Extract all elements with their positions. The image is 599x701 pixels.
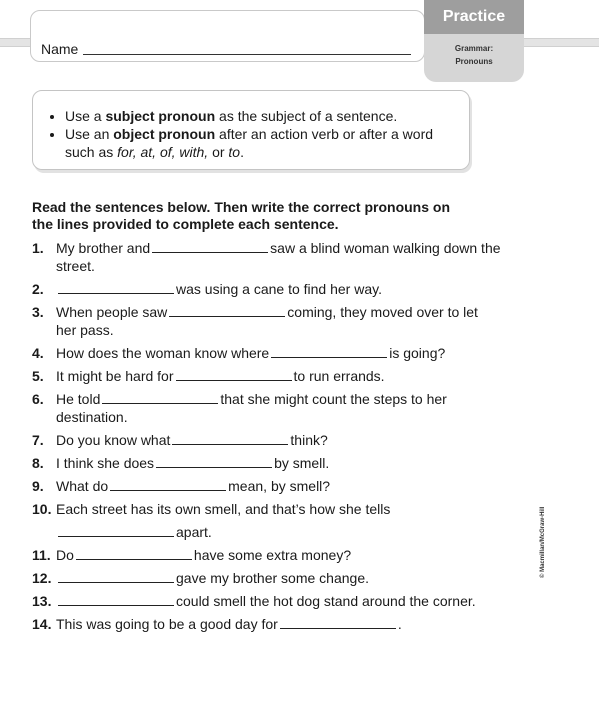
item-text: was using a cane to find her way. <box>176 281 382 297</box>
item-text: . <box>397 616 402 632</box>
grammar-label: Grammar: <box>454 44 494 53</box>
name-box <box>30 10 425 62</box>
item-number: 2. <box>32 281 44 297</box>
exercise-item <box>32 239 532 275</box>
topic-label: Pronouns <box>455 57 493 66</box>
item-number: 8. <box>32 455 44 471</box>
answer-blank[interactable] <box>176 368 292 381</box>
exercise-item <box>32 280 532 298</box>
item-number: 1. <box>32 240 44 256</box>
answer-blank[interactable] <box>280 616 396 629</box>
answer-blank[interactable] <box>58 570 174 583</box>
item-continuation: street. <box>56 258 95 274</box>
exercise-item <box>32 500 532 541</box>
item-number: 10. <box>32 501 52 517</box>
exercise-item <box>32 592 532 610</box>
exercise-item <box>32 546 532 564</box>
rule-item: • Use a subject pronoun as the subject of a sentence. <box>65 107 449 125</box>
item-text: gave my brother some change. <box>176 570 369 586</box>
item-text: Do you know what <box>56 432 171 448</box>
item-number: 9. <box>32 478 44 494</box>
item-text: It might be hard for <box>56 368 174 384</box>
item-text: coming, they moved over to let <box>287 304 478 320</box>
practice-tab <box>424 0 524 82</box>
item-text: could smell the hot dog stand around the corner. <box>176 593 476 609</box>
answer-blank[interactable] <box>110 478 226 491</box>
item-text: saw a blind woman walking down the <box>270 240 501 256</box>
item-text: How does the woman know where <box>56 345 270 361</box>
exercise-item <box>32 431 532 449</box>
exercise-item <box>32 615 532 633</box>
item-text: apart. <box>176 524 212 540</box>
rule-item: • Use an object pronoun after an action verb or after a word such as for, at, of, with, or to. <box>65 125 449 161</box>
rule-list <box>53 107 449 161</box>
item-number: 7. <box>32 432 44 448</box>
exercise-list <box>32 239 532 638</box>
item-number: 12. <box>32 570 52 586</box>
item-text: This was going to be a good day for <box>56 616 278 632</box>
answer-blank[interactable] <box>58 593 174 606</box>
item-text: When people saw <box>56 304 168 320</box>
item-number: 6. <box>32 391 44 407</box>
answer-blank[interactable] <box>58 281 174 294</box>
item-text: Each street has its own smell, and that’s how she tells <box>56 501 391 517</box>
item-text: have some extra money? <box>193 547 352 563</box>
exercise-item <box>32 367 532 385</box>
item-text: What do <box>56 478 109 494</box>
item-number: 3. <box>32 304 44 320</box>
exercise-item <box>32 477 532 495</box>
item-text: to run errands. <box>293 368 385 384</box>
exercise-item <box>32 344 532 362</box>
copyright: © Macmillan/McGraw-Hill <box>540 506 546 578</box>
item-continuation: her pass. <box>56 322 114 338</box>
exercise-item <box>32 569 532 587</box>
item-text: mean, by smell? <box>228 478 331 494</box>
item-text: by smell. <box>274 455 330 471</box>
item-text: that she might count the steps to her <box>220 391 447 407</box>
item-text: Do <box>56 547 74 563</box>
answer-blank[interactable] <box>152 240 268 253</box>
rule-box <box>32 90 470 170</box>
name-label: Name <box>41 41 79 57</box>
practice-subtitle <box>424 42 524 68</box>
item-number: 14. <box>32 616 52 632</box>
item-number: 13. <box>32 593 52 609</box>
practice-title: Practice <box>424 0 524 34</box>
item-text: He told <box>56 391 101 407</box>
item-text: My brother and <box>56 240 151 256</box>
item-number: 4. <box>32 345 44 361</box>
answer-blank[interactable] <box>102 391 218 404</box>
answer-blank[interactable] <box>172 432 288 445</box>
exercise-item <box>32 454 532 472</box>
item-text: is going? <box>389 345 446 361</box>
item-continuation: destination. <box>56 409 128 425</box>
answer-blank[interactable] <box>156 455 272 468</box>
exercise-item <box>32 390 532 426</box>
answer-blank[interactable] <box>169 304 285 317</box>
name-field[interactable] <box>83 54 411 55</box>
item-number: 5. <box>32 368 44 384</box>
answer-blank[interactable] <box>58 524 174 537</box>
item-continuation <box>32 523 532 541</box>
instructions: Read the sentences below. Then write the correct pronouns on the lines provided to complete each sentence. <box>32 199 450 232</box>
answer-blank[interactable] <box>271 345 387 358</box>
answer-blank[interactable] <box>76 547 192 560</box>
item-text: think? <box>290 432 328 448</box>
item-text: I think she does <box>56 455 155 471</box>
exercise-item <box>32 303 532 339</box>
item-number: 11. <box>32 547 51 563</box>
